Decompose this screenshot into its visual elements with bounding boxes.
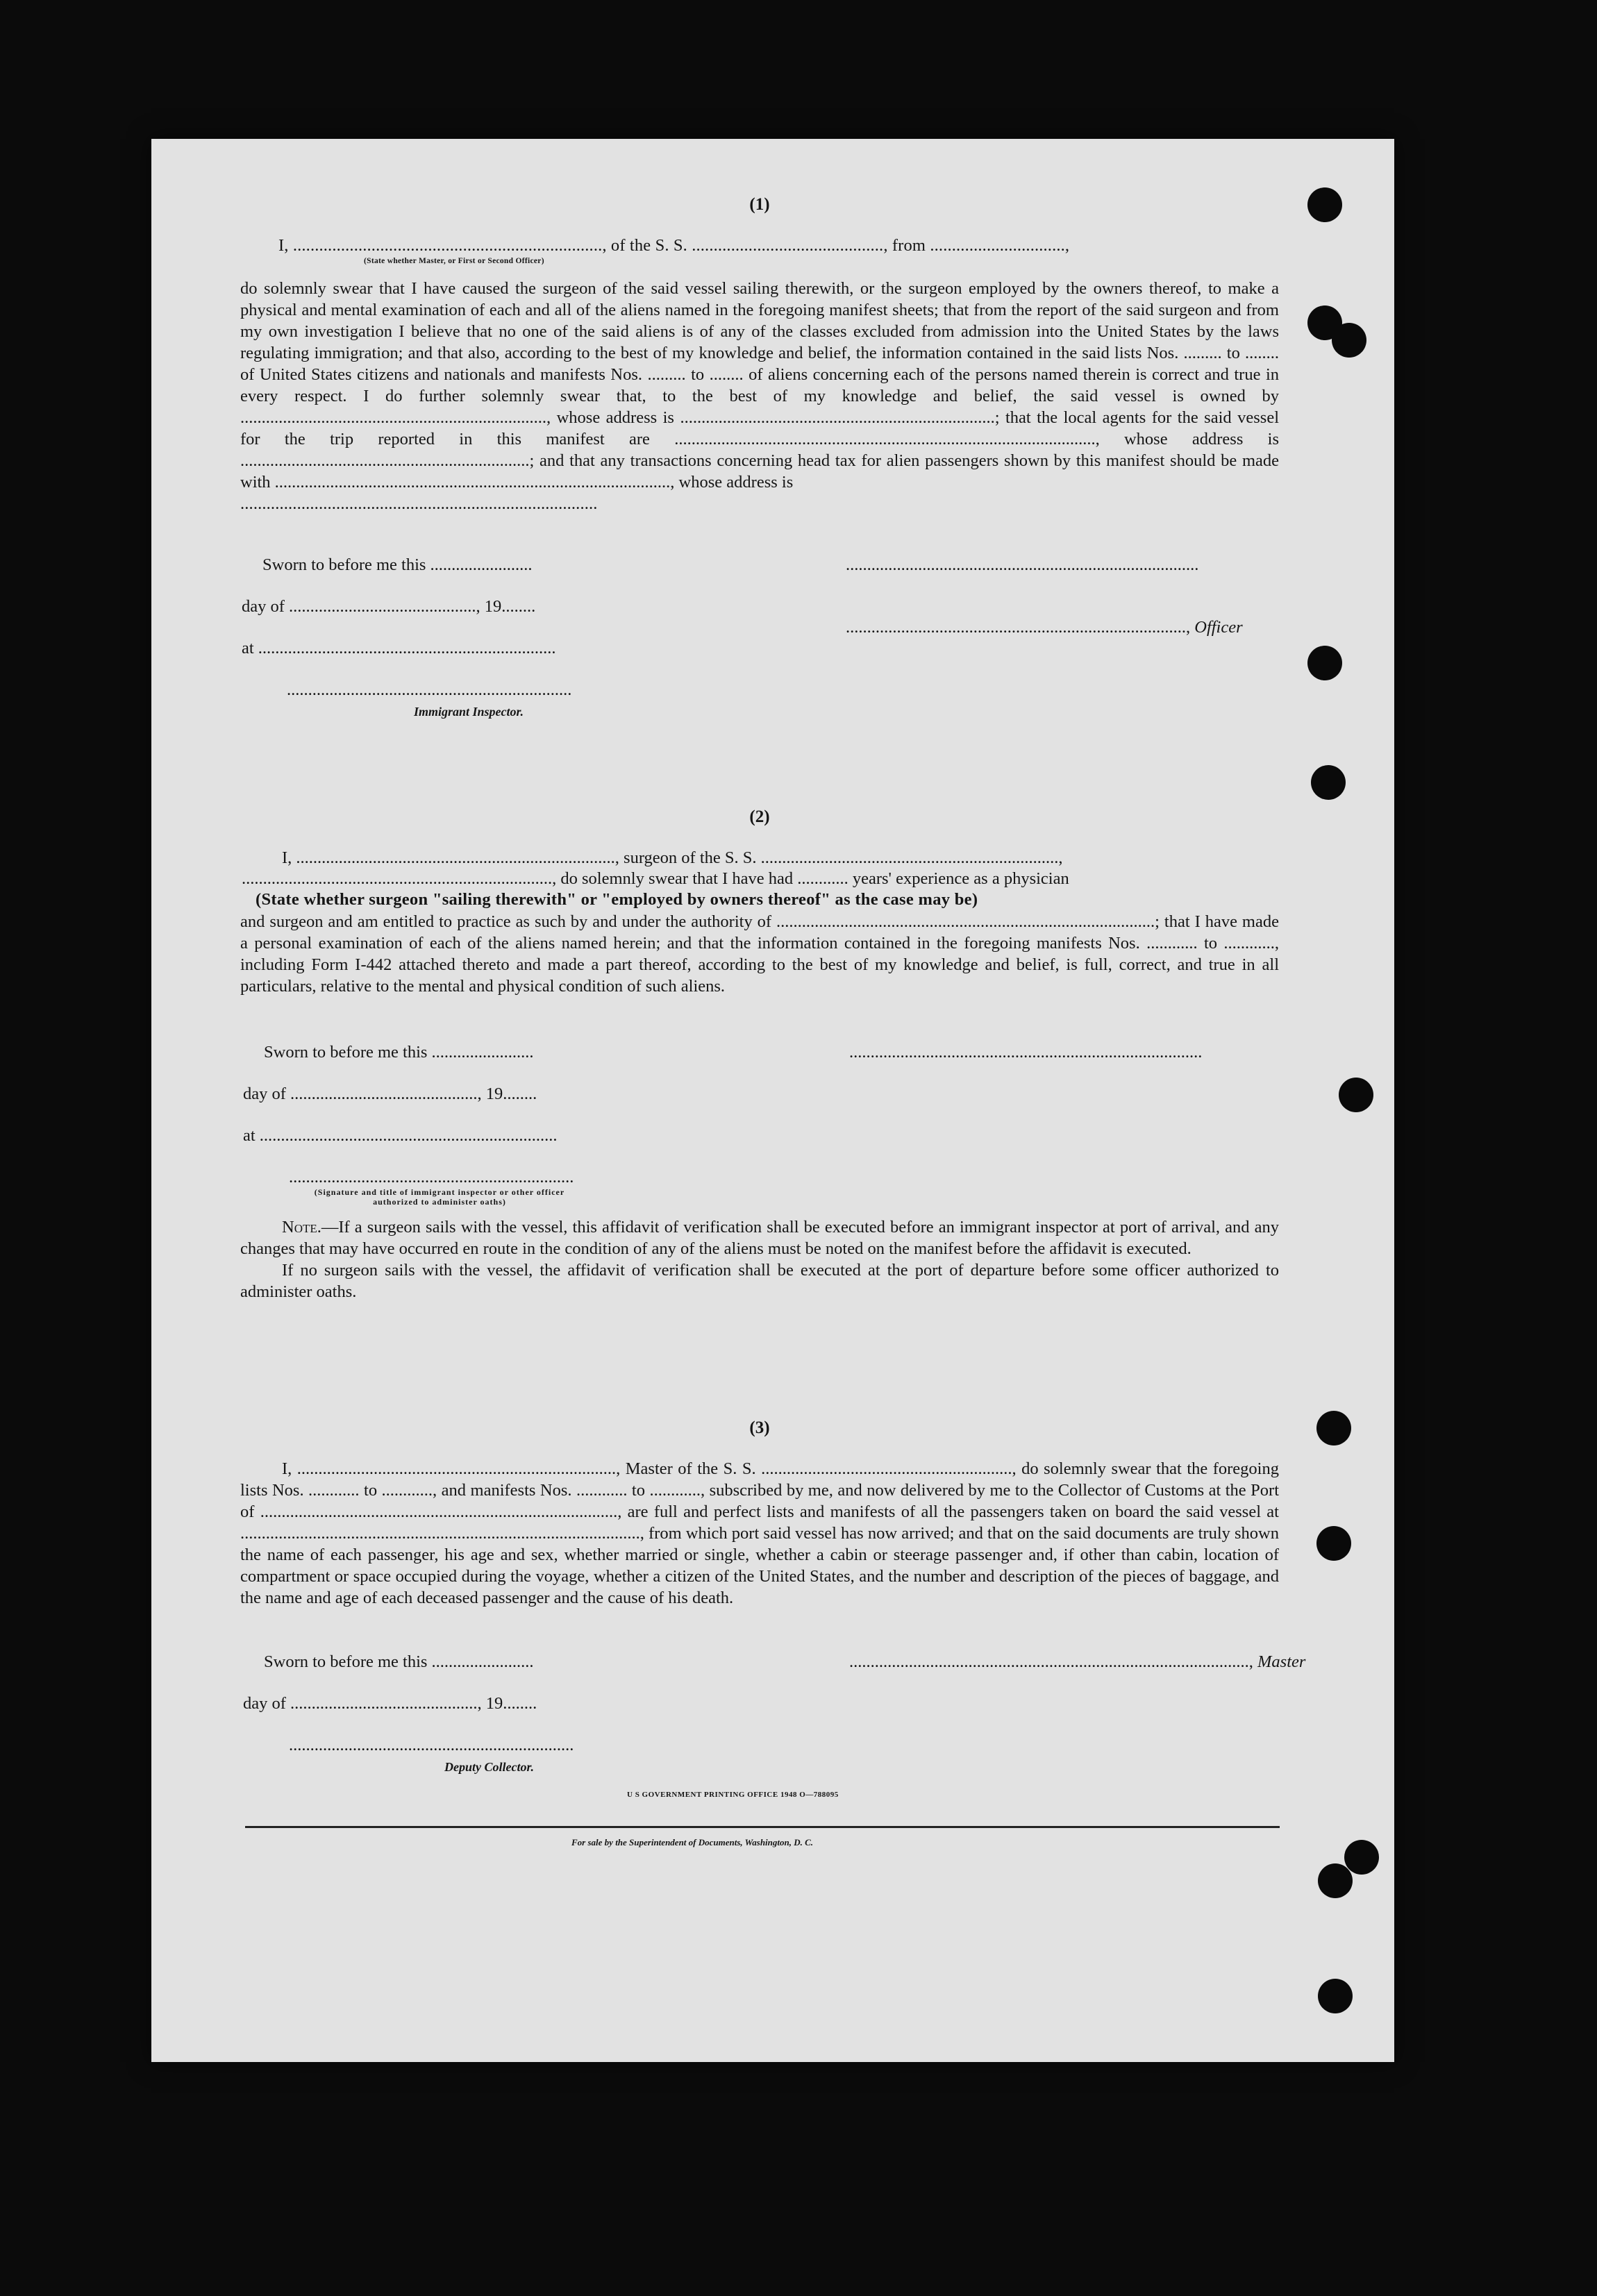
section-2-number: (2)	[749, 807, 770, 826]
section-1-number: (1)	[749, 195, 770, 214]
note-paragraph-2: If no surgeon sails with the vessel, the affidavit of verification shall be executed at the port of departure before some officer authorized to administer oaths.	[240, 1261, 1279, 1301]
footer-rule	[245, 1826, 1280, 1828]
section-3-master-sig	[849, 1651, 1305, 1673]
section-2-note	[240, 1216, 1279, 1302]
section-2-sworn: Sworn to before me this ........................	[264, 1043, 534, 1062]
officer-dots: ................................................................................,	[846, 618, 1191, 637]
punch-hole	[1316, 1411, 1351, 1446]
section-3-day: day of ............................................, 19........	[243, 1694, 537, 1713]
note-paragraph-1	[240, 1216, 1279, 1259]
section-1-sworn: Sworn to before me this ........................	[262, 555, 533, 574]
punch-hole	[1318, 1863, 1353, 1898]
punch-hole	[1316, 1526, 1351, 1561]
section-1-text: do solemnly swear that I have caused the surgeon of the said vessel sailing therewith, or the surgeon employed by the owners thereof, to make a physical and mental examination of each and all of the aliens named in the foregoing manifest sheets; that from the report of the said surgeon and from my own investigation I believe that no one of the said aliens is of any of the classes excluded from admission into the United States by the laws regulating immigration; and that also, according to the best of my knowledge and belief, the information contained in the said lists Nos. ......... to ........ of United States citizens and nationals and manifests Nos. ......... to ........ of aliens concerning each of the persons named therein is correct and true in every respect. I do further solemnly swear that, to the best of my knowledge and belief, the said vessel is owned by ........................................................................, whose address is ..........................................................................; that the local agents for the said vessel for the trip reported in this manifest are ..................................................................................................., whose address is ....................................................................; and that any transactions concerning head tax for alien passengers shown by this manifest should be made with ............................................................................................., whose address is	[240, 279, 1279, 492]
punch-hole	[1344, 1840, 1379, 1875]
section-2-day: day of ............................................, 19........	[243, 1084, 537, 1103]
section-2-sig-line: ...................................................................................	[849, 1043, 1203, 1062]
section-2-caption: (State whether surgeon "sailing therewith" or "employed by owners thereof" as the case may be)	[256, 890, 978, 909]
master-label: Master	[1257, 1652, 1306, 1671]
master-dots: ..............................................................................................,	[849, 1652, 1253, 1671]
note-label: Note.	[282, 1218, 321, 1237]
section-2-inspector-caption-wrap	[294, 1187, 585, 1207]
officer-label: Officer	[1194, 618, 1243, 637]
section-1-text-tail: ..................................................................................	[240, 494, 598, 513]
punch-hole	[1332, 323, 1366, 358]
punch-hole	[1307, 187, 1342, 222]
section-3-number: (3)	[749, 1418, 770, 1437]
section-1-inspector-label: Immigrant Inspector.	[414, 705, 524, 719]
section-1-at: at ......................................................................	[242, 639, 556, 657]
section-3-collector-label: Deputy Collector.	[444, 1760, 534, 1774]
sale-notice: For sale by the Superintendent of Documents, Washington, D. C.	[571, 1837, 814, 1847]
punch-hole	[1318, 1979, 1353, 2013]
section-1-caption: (State whether Master, or First or Second Officer)	[364, 257, 544, 265]
section-1-body	[240, 278, 1279, 514]
section-2-inspector-caption: (Signature and title of immigrant inspector or other officer authorized to administer oaths)	[314, 1187, 565, 1207]
section-1-officer-sig	[846, 617, 1243, 638]
punch-hole	[1311, 765, 1346, 800]
section-3-body	[240, 1458, 1279, 1609]
section-2-line1: I, ..........................................................................., surgeon of the S. S. ......................................................................,	[282, 848, 1063, 867]
form-page	[151, 139, 1394, 2062]
section-2-inspector-line: ...................................................................	[289, 1168, 574, 1187]
note-text-1: —If a surgeon sails with the vessel, this affidavit of verification shall be executed before an immigrant inspector at port of arrival, and any changes that may have occurred en route in the condition of any of the aliens must be noted on the manifest before the affidavit is executed.	[240, 1218, 1279, 1258]
section-1-day: day of ............................................, 19........	[242, 597, 536, 616]
section-3-collector-line: ...................................................................	[289, 1736, 574, 1754]
section-3-text: I, ..........................................................................., Master of the S. S. ..........................................................., do solemnly swear that the foregoing lists Nos. ............ to ............, and manifests Nos. ............ to ............, subscribed by me, and now delivered by me to the Collector of Customs at the Port of ...................................................................................., are full and perfect lists and manifests of all the passengers taken on board the said vessel at .............................................................................................., from which port said vessel has now arrived; and that on the said documents are truly shown the name of each passenger, his age and sex, whether married or single, whether a cabin or steerage passenger and, if other than cabin, location of compartment or space occupied during the voyage, whether a citizen of the United States, and the number and description of the pieces of baggage, and the name and age of each deceased passenger and the cause of his death.	[240, 1459, 1279, 1607]
section-2-body	[240, 911, 1279, 997]
section-1-inspector-line: ...................................................................	[287, 680, 572, 699]
section-3-sworn: Sworn to before me this ........................	[264, 1652, 534, 1671]
section-2-text: and surgeon and am entitled to practice as such by and under the authority of .........................................................................................; that I have made a personal examination of each of the aliens named herein; and that the information contained in the foregoing manifests Nos. ............ to ............, including Form I-442 attached thereto and made a part thereof, according to the best of my knowledge and belief, is full, correct, and true in all particulars, relative to the mental and physical condition of such aliens.	[240, 912, 1279, 996]
printer-imprint: U S GOVERNMENT PRINTING OFFICE 1948 O—788095	[627, 1791, 839, 1799]
punch-hole	[1339, 1078, 1373, 1112]
section-1-header	[240, 235, 1279, 266]
section-2-at: at ......................................................................	[243, 1126, 558, 1145]
section-1-line1: I, ......................................................................., of the S. S. ............................................, from ...............................,	[278, 236, 1070, 255]
section-2-line2: ........................................................................., do solemnly swear that I have had ............ years' experience as a physician	[242, 869, 1069, 888]
section-1-officer-line: ...................................................................................	[846, 555, 1199, 574]
punch-hole	[1307, 646, 1342, 680]
